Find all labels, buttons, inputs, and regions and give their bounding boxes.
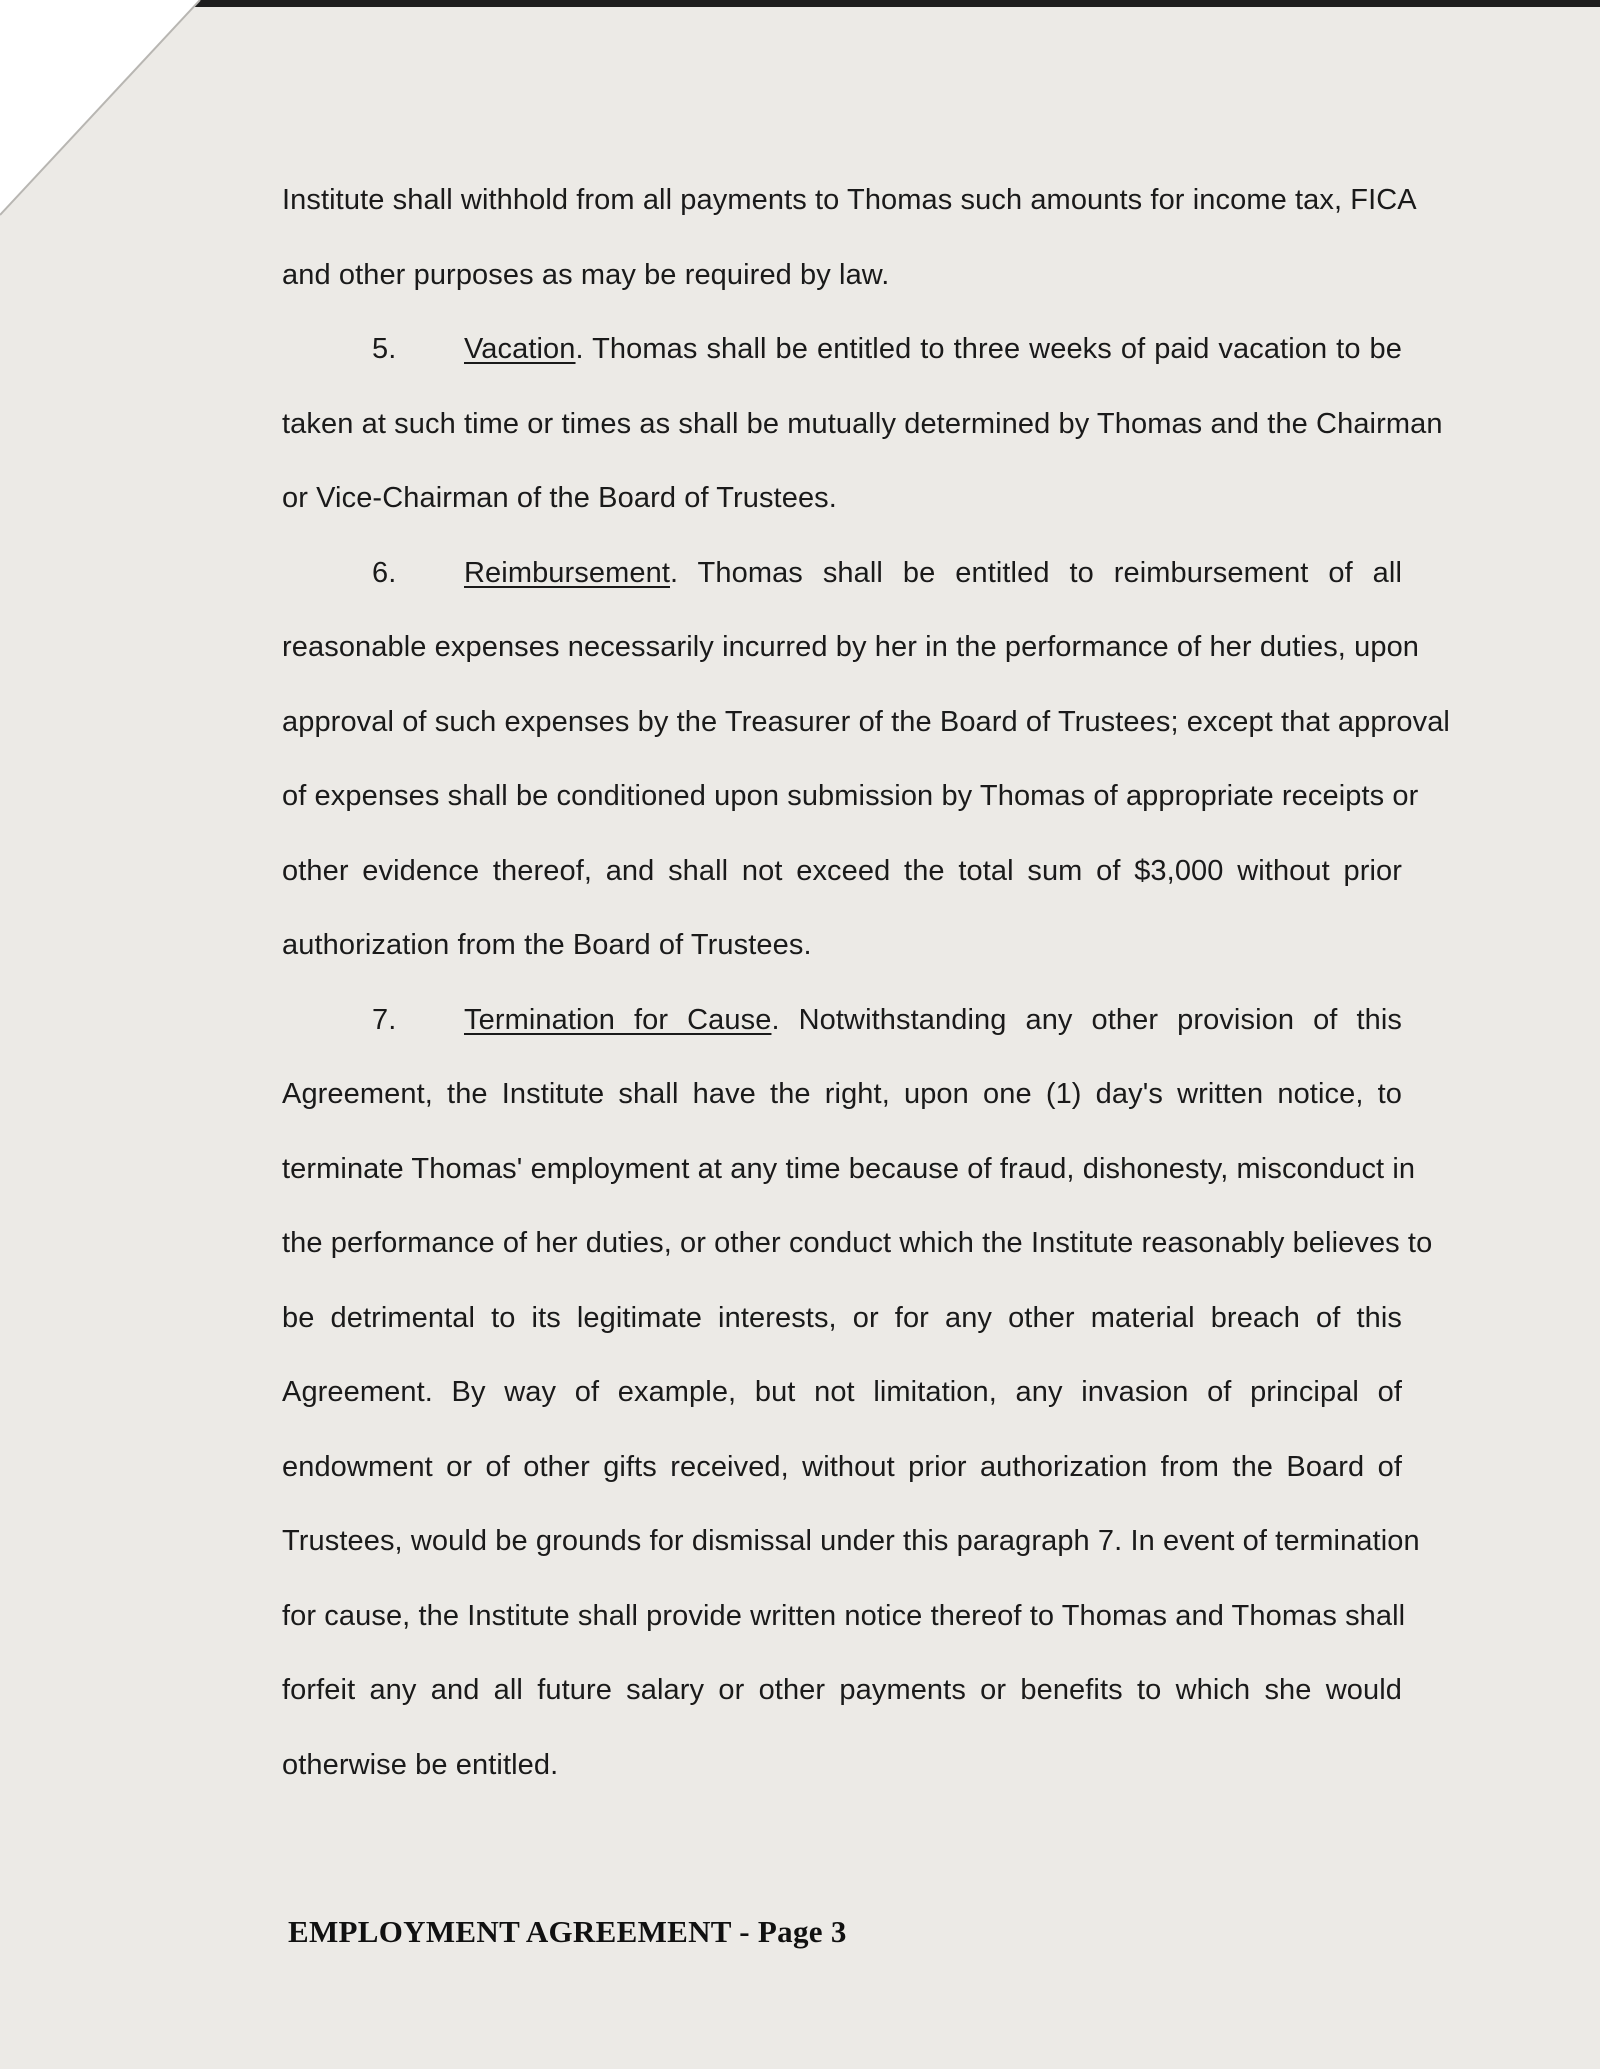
body-line: for cause, the Institute shall provide written notice thereof to Thomas and Thomas shall <box>282 1599 1406 1632</box>
body-line: authorization from the Board of Trustees. <box>282 929 812 961</box>
folded-corner <box>0 0 260 240</box>
body-line: of expenses shall be conditioned upon submission by Thomas of appropriate receipts or <box>282 780 1419 812</box>
body-line: endowment or of other gifts received, without prior authorization from the Board of <box>282 1450 1402 1483</box>
body-line: Institute shall withhold from all payments to Thomas such amounts for income tax, FICA <box>282 184 1417 216</box>
section-6-first-line <box>282 543 1402 618</box>
section-number: 5. <box>372 333 397 365</box>
section-number: 7. <box>372 1003 397 1036</box>
body-line: or Vice-Chairman of the Board of Trustees. <box>282 482 837 514</box>
section-heading: Vacation <box>464 333 576 365</box>
section-7-first-line <box>282 990 1402 1065</box>
body-line: the performance of her duties, or other conduct which the Institute reasonably believes to <box>282 1227 1433 1259</box>
section-text: . Thomas shall be entitled to three weeks of paid vacation to be <box>575 333 1402 365</box>
page-footer: EMPLOYMENT AGREEMENT - Page 3 <box>288 1914 847 1949</box>
body-line: otherwise be entitled. <box>282 1748 559 1781</box>
document-body <box>282 170 1450 1809</box>
body-line: terminate Thomas' employment at any time because of fraud, dishonesty, misconduct in <box>282 1152 1416 1185</box>
body-line: other evidence thereof, and shall not exceed the total sum of $3,000 without prior <box>282 854 1402 887</box>
body-line: forfeit any and all future salary or other payments or benefits to which she would <box>282 1674 1402 1706</box>
body-line: Agreement, the Institute shall have the right, upon one (1) day's written notice, to <box>282 1078 1402 1110</box>
section-5-first-line <box>282 319 1402 394</box>
section-number: 6. <box>372 556 397 589</box>
section-text: . Thomas shall be entitled to reimbursement of all <box>670 556 1402 589</box>
section-text: . Notwithstanding any other provision of this <box>771 1003 1402 1036</box>
body-line: be detrimental to its legitimate interests, or for any other material breach of this <box>282 1301 1402 1334</box>
body-line: Agreement. By way of example, but not limitation, any invasion of principal of <box>282 1376 1402 1408</box>
body-line: Trustees, would be grounds for dismissal under this paragraph 7. In event of termination <box>282 1525 1420 1557</box>
body-line: approval of such expenses by the Treasurer of the Board of Trustees; except that approval <box>282 705 1450 738</box>
body-line: taken at such time or times as shall be mutually determined by Thomas and the Chairman <box>282 407 1443 440</box>
body-line: reasonable expenses necessarily incurred by her in the performance of her duties, upon <box>282 631 1420 663</box>
body-line: and other purposes as may be required by law. <box>282 258 890 291</box>
section-heading: Termination for Cause <box>464 1003 772 1036</box>
section-heading: Reimbursement <box>464 556 670 589</box>
